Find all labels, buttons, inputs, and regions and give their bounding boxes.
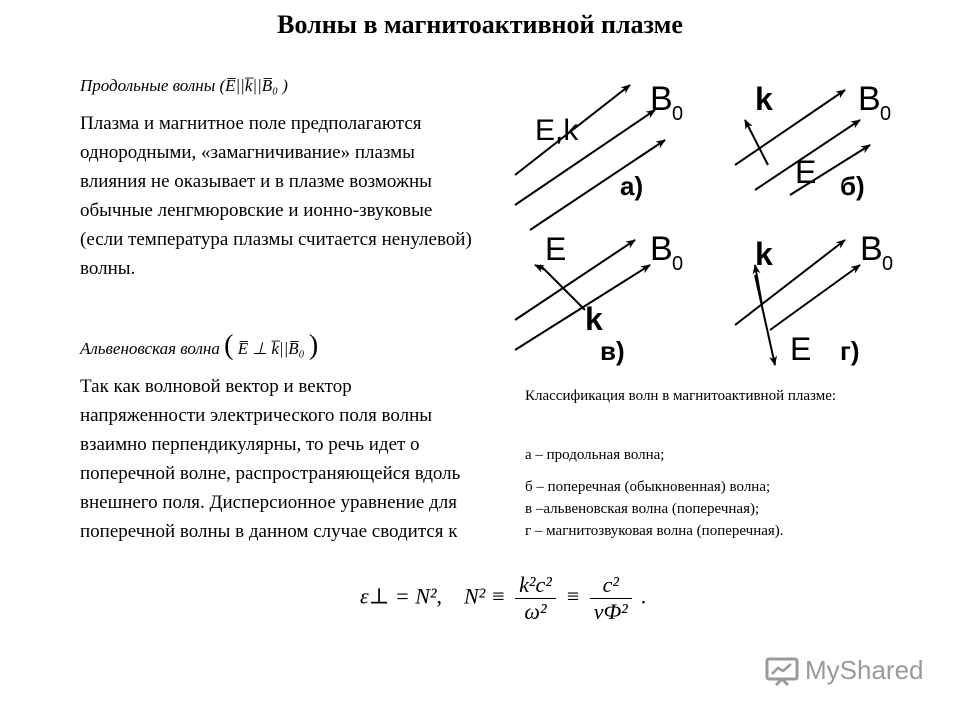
panel-d-field-sub: 0 xyxy=(882,253,894,275)
fraction-1 xyxy=(515,572,556,625)
wave-classification-diagram xyxy=(500,65,920,375)
longitudinal-label: Продольные волны ( xyxy=(80,76,226,95)
alfven-close-paren: ) xyxy=(308,330,319,361)
longitudinal-close: ) xyxy=(278,76,288,95)
panel-c-letter: в) xyxy=(600,336,625,366)
field-line xyxy=(735,90,845,165)
e-vector-line xyxy=(540,265,585,310)
panel-a-letter: а) xyxy=(620,171,644,201)
panel-b-field-sub: 0 xyxy=(880,103,892,125)
caption-item-d: г – магнитозвуковая волна (поперечная). xyxy=(525,523,784,539)
panel-d-e: E xyxy=(790,331,812,367)
panel-c-field-sub: 0 xyxy=(672,253,684,275)
page-title: Волны в магнитоактивной плазме xyxy=(277,10,683,39)
equation-lhs: ε⊥ = N², xyxy=(360,583,442,609)
fraction-2-numerator: c² xyxy=(590,572,632,599)
field-line xyxy=(515,240,635,320)
panel-a-vectors: E,k xyxy=(535,114,579,147)
longitudinal-heading xyxy=(80,76,288,96)
e-vector xyxy=(745,120,768,165)
caption-items-bcd xyxy=(525,476,917,542)
equation-end: . xyxy=(641,583,647,609)
fraction-1-denominator: ω² xyxy=(524,599,547,624)
field-line xyxy=(530,140,665,230)
caption-heading: Классификация волн в магнитоактивной плазме: xyxy=(525,388,837,404)
alfven-label: Альвеновская волна xyxy=(80,339,220,358)
panel-b-e: E xyxy=(795,154,817,190)
panel-d-k: k xyxy=(755,236,773,272)
dispersion-equation xyxy=(360,572,647,625)
longitudinal-formula: E̅||k̅||B̅₀ xyxy=(225,76,279,95)
watermark xyxy=(765,655,924,686)
panel-c xyxy=(515,240,650,350)
field-line xyxy=(770,265,860,330)
caption-item-c: в –альвеновская волна (поперечная); xyxy=(525,501,760,517)
alfven-heading xyxy=(80,330,318,362)
panel-d-field: B xyxy=(860,230,883,268)
caption-item-a: а – продольная волна; xyxy=(525,447,665,463)
slideshow-icon xyxy=(765,656,799,686)
panel-c-e: E xyxy=(545,231,567,267)
alfven-open-paren: ( xyxy=(224,330,234,361)
panel-c-k: k xyxy=(585,301,603,337)
panel-d-letter: г) xyxy=(840,336,860,366)
alfven-text: Так как волновой вектор и вектор напряженности электрического поля волны взаимно перпендикулярны, то речь идет о поперечной волне, распространяющейся вдоль внешнего поля. Дисперсионное уравнение для поперечной волны в данном случае сводится к xyxy=(80,376,461,542)
equation-n2: N² xyxy=(463,583,486,609)
equation-equiv-1: ≡ xyxy=(490,583,506,609)
alfven-formula: E̅ ⊥ k̅||B̅₀ xyxy=(237,339,305,358)
field-line xyxy=(735,240,845,325)
panel-b-letter: б) xyxy=(840,171,865,201)
panel-a-field: B xyxy=(650,80,673,118)
watermark-text: MyShared xyxy=(805,655,924,685)
longitudinal-text: Плазма и магнитное поле предполагаются однородными, «замагничивание» плазмы влияния не оказывает и в плазме возможны обычные ленгмюровские и ионно-звуковые (если температура плазмы считается ненулевой) волны. xyxy=(80,113,472,279)
panel-b-field: B xyxy=(858,80,881,118)
panel-a-field-sub: 0 xyxy=(672,103,684,125)
fraction-1-numerator: k²c² xyxy=(515,572,556,599)
caption-item-b: б – поперечная (обыкновенная) волна; xyxy=(525,479,771,495)
fraction-2 xyxy=(590,572,632,625)
equation-equiv-2: ≡ xyxy=(565,583,581,609)
panel-b-k: k xyxy=(755,81,773,117)
fraction-2-denominator: vФ² xyxy=(593,599,628,624)
panel-a xyxy=(515,85,665,230)
panel-c-field: B xyxy=(650,230,673,268)
e-vector xyxy=(755,275,775,365)
